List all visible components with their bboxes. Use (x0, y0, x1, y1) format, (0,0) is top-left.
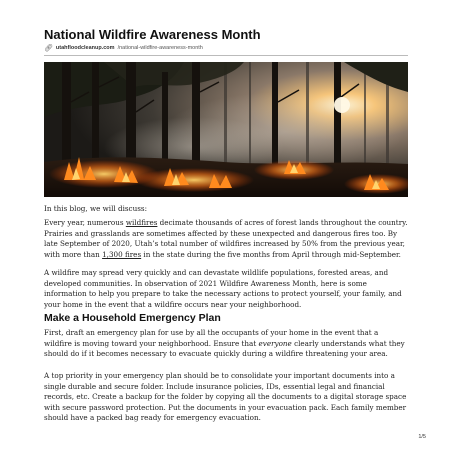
url-path[interactable]: /national-wildfire-awareness-month (117, 45, 203, 51)
source-url[interactable] (44, 44, 203, 52)
wildfire-photo (44, 62, 408, 197)
fires-count-link[interactable]: 1,300 fires (102, 249, 142, 259)
intro-text: In this blog, we will discuss: (44, 204, 148, 213)
p3-text-end: clearly understands what they should do if it becomes necessary to evacuate quickly during a wildfire threatening your area. (44, 338, 405, 359)
paragraph-4: A top priority in your emergency plan should be to consolidate your important documents into a single durable and secure folder. Include insurance policies, IDs, essential legal and financial records, etc. Create a backup for the folder by copying all the documents to a digital storage space with secure password protection. Put the documents in your evacuation pack. Each family member should have a packed bag ready for emergency evacuation. (44, 371, 407, 423)
p3-emphasis: everyone (258, 338, 292, 348)
p3-text-start: First, draft an emergency plan for use by all the occupants of your home in the event that a wildfire is moving toward your neighborhood. Ensure that (44, 328, 379, 348)
p1-text-end: in the state during the five months from April through mid-September. (141, 249, 401, 259)
header-divider (44, 55, 408, 56)
paragraph-2: A wildfire may spread very quickly and can devastate wildlife populations, forested areas, and developed communities. In observation of 2021 Wildfire Awareness Month, here is some information to help you prepare to take the necessary actions to protect yourself, your family, and your home in the event that a wildfire occurs near your neighborhood. (44, 268, 402, 309)
url-domain[interactable]: utahfloodcleanup.com (55, 45, 115, 51)
page-title: National Wildfire Awareness Month (44, 27, 261, 42)
wildfires-link[interactable]: wildfires (125, 218, 158, 227)
paragraph-1 (44, 218, 408, 260)
paragraph-3 (44, 328, 408, 360)
p1-text-start: Every year, numerous (44, 218, 126, 227)
page-number: 1/5 (418, 434, 426, 440)
section-heading: Make a Household Emergency Plan (44, 312, 221, 324)
p1-text-middle: decimate thousands of acres of forest lands throughout the country. Prairies and grasslands are sometimes affected by these unexpected and dangerous fires too. By late September of 2020, Utah’s total number of wildfires increased by 50% from the previous year, with more than (44, 218, 408, 259)
link-icon: 🔗︎ (44, 45, 53, 52)
